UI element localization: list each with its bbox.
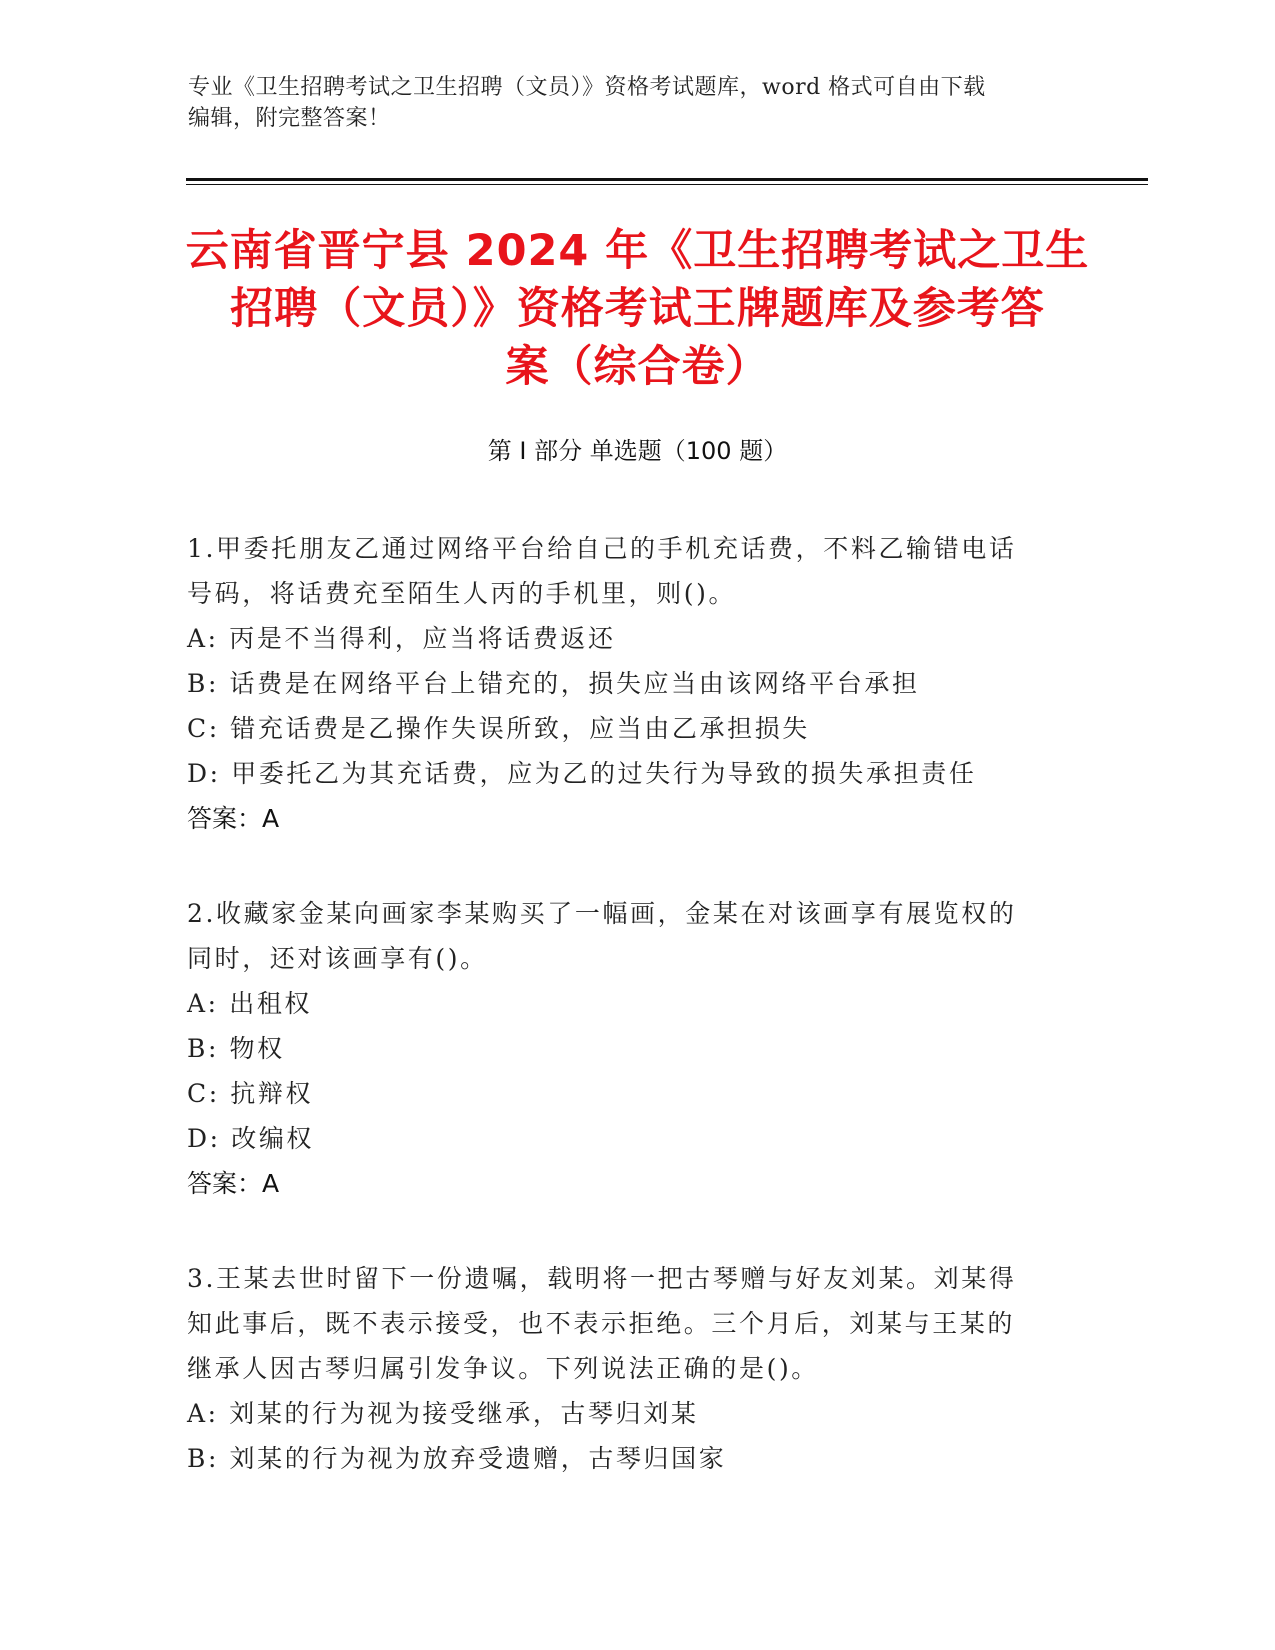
option-d: D: 甲委托乙为其充话费，应为乙的过失行为导致的损失承担责任	[187, 759, 977, 788]
option-d: D: 改编权	[187, 1124, 315, 1153]
question-stem-line: 号码，将话费充至陌生人丙的手机里，则()。	[187, 579, 737, 608]
header-note	[188, 72, 1088, 134]
question-list	[187, 526, 1067, 1531]
question-1	[187, 526, 1067, 841]
answer-line: 答案：A	[187, 804, 280, 833]
question-2	[187, 891, 1067, 1206]
question-stem-line: 知此事后，既不表示接受，也不表示拒绝。三个月后，刘某与王某的	[187, 1309, 1016, 1338]
header-note-line-2: 编辑，附完整答案！	[188, 106, 391, 131]
option-a: A: 丙是不当得利，应当将话费返还	[187, 624, 616, 653]
answer-line: 答案：A	[187, 1169, 280, 1198]
header-rule-thick	[186, 178, 1148, 181]
question-stem-line: 同时，还对该画享有()。	[187, 944, 488, 973]
header-rule-thin	[186, 184, 1148, 185]
document-title-line-2: 招聘（文员）》资格考试王牌题库及参考答	[230, 284, 1045, 334]
question-stem-line: 继承人因古琴归属引发争议。下列说法正确的是()。	[187, 1354, 819, 1383]
document-title-line-3: 案（综合卷）	[505, 342, 770, 392]
option-c: C: 错充话费是乙操作失误所致，应当由乙承担损失	[187, 714, 810, 743]
option-b: B: 话费是在网络平台上错充的，损失应当由该网络平台承担	[187, 669, 920, 698]
question-stem-line: 1.甲委托朋友乙通过网络平台给自己的手机充话费，不料乙输错电话	[187, 534, 1017, 563]
option-a: A: 出租权	[187, 989, 313, 1018]
option-c: C: 抗辩权	[187, 1079, 314, 1108]
question-stem-line: 2.收藏家金某向画家李某购买了一幅画，金某在对该画享有展览权的	[187, 899, 1017, 928]
document-title-line-1: 云南省晋宁县 2024 年《卫生招聘考试之卫生	[185, 226, 1090, 276]
section-heading: 第 I 部分 单选题（100 题）	[487, 437, 788, 465]
question-stem-line: 3.王某去世时留下一份遗嘱，载明将一把古琴赠与好友刘某。刘某得	[187, 1264, 1017, 1293]
document-title	[150, 222, 1125, 396]
option-b: B: 物权	[187, 1034, 285, 1063]
option-b: B: 刘某的行为视为放弃受遗赠，古琴归国家	[187, 1444, 727, 1473]
header-note-line-1: 专业《卫生招聘考试之卫生招聘（文员）》资格考试题库，word 格式可自由下载	[188, 75, 986, 100]
question-3	[187, 1256, 1067, 1481]
option-a: A: 刘某的行为视为接受继承，古琴归刘某	[187, 1399, 699, 1428]
